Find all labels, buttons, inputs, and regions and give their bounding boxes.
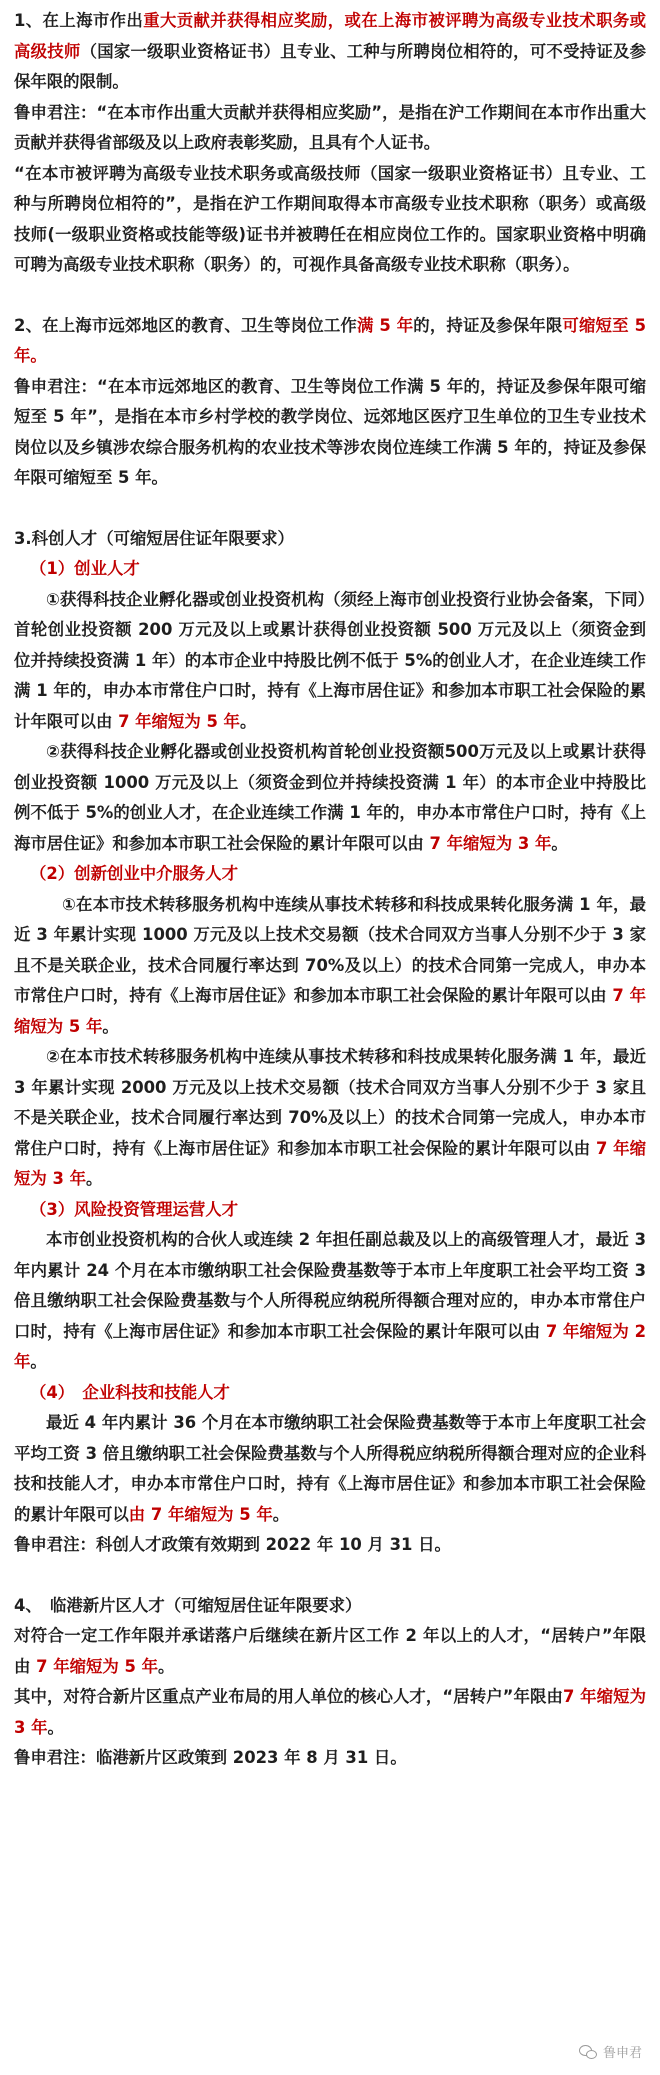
- section-3-note: 鲁申君注：科创人才政策有效期到 2022 年 10 月 31 日。: [14, 1535, 451, 1554]
- wechat-icon: [579, 2045, 597, 2059]
- highlight-text: 7 年缩短为 5 年: [36, 1656, 158, 1676]
- section-2-note: 鲁申君注：“在本市远郊地区的教育、卫生等岗位工作满 5 年的，持证及参保年限可缩短至 5 年”，是指在本市乡村学校的教学岗位、远郊地区医疗卫生单位的卫生专业技术岗位以及乡镇涉农综合服务机构的农业技术等涉农岗位连续工作满 5 年的，持证及参保年限可缩短至 5 年。: [14, 376, 646, 487]
- list-item: ②在本市技术转移服务机构中连续从事技术转移和科技成果转化服务满 1 年，最近 3 年累计实现 2000 万元及以上技术交易额（技术合同双方当事人分别不少于 3 家且不是关联企业，技术合同履行率达到 70%及以上）的技术合同第一完成人，申办本市常住户口时，持有《上海市居住证》和参加本市职工社会保险的累计年限可以由 7 年缩短为 3 年。: [14, 1047, 646, 1188]
- list-item: ②获得科技企业孵化器或创业投资机构首轮创业投资额500万元及以上或累计获得创业投资额 1000 万元及以上（须资金到位并持续投资满 1 年）的本市企业中持股比例不低于 5%的创业人才，在企业连续工作满 1 年的，申办本市常住户口时，持有《上海市居住证》和参加本市职工社会保险的累计年限可以由 7 年缩短为 3 年。: [14, 742, 646, 853]
- section-4-paragraph: 其中，对符合新片区重点产业布局的用人单位的核心人才，“居转户”年限由7 年缩短为 3 年。: [14, 1687, 646, 1737]
- section-3-title: 3.科创人才（可缩短居住证年限要求）: [14, 528, 294, 548]
- highlight-text: 7 年缩短为 5 年: [118, 711, 240, 731]
- highlight-text: 7 年缩短为 2 年: [14, 1321, 646, 1371]
- text-segment: 的，持证及参保年限: [413, 315, 563, 335]
- subsection-title: （2）创新创业中介服务人才: [30, 864, 239, 883]
- subsection-title: （1）创业人才: [30, 559, 140, 578]
- highlight-text: 7 年缩短为 5 年: [14, 986, 646, 1036]
- text-segment: 2、在上海市远郊地区的教育、卫生等岗位工作: [14, 315, 357, 335]
- list-item: 最近 4 年内累计 36 个月在本市缴纳职工社会保险费基数等于本市上年度职工社会平均工资 3 倍且缴纳职工社会保险费基数与个人所得税应纳税所得额合理对应的企业科技和技能人才，申办本市常住户口时，持有《上海市居住证》和参加本市职工社会保险的累计年限可以由 7 年缩短为 5 年。: [14, 1413, 646, 1524]
- section-4-title: 4、 临港新片区人才（可缩短居住证年限要求）: [14, 1595, 362, 1615]
- text-segment: （国家一级职业资格证书）且专业、工种与所聘岗位相符的，可不受持证及参保年限的限制。: [14, 41, 647, 91]
- highlight-text: 满 5 年: [356, 315, 414, 335]
- watermark-text: 鲁申君: [602, 2046, 642, 2061]
- subsection-title: （4） 企业科技和技能人才: [30, 1382, 230, 1402]
- section-4-paragraph: 对符合一定工作年限并承诺落户后继续在新片区工作 2 年以上的人才，“居转户”年限由 7 年缩短为 5 年。: [14, 1626, 646, 1676]
- highlight-text: 7 年缩短为 3 年: [14, 1687, 646, 1737]
- highlight-text: 7 年缩短为 3 年: [14, 1138, 646, 1188]
- section-1-note: 鲁申君注：“在本市作出重大贡献并获得相应奖励”，是指在沪工作期间在本市作出重大贡献并获得省部级及以上政府表彰奖励，且具有个人证书。: [14, 102, 646, 152]
- section-1-note-2: “在本市被评聘为高级专业技术职务或高级技师（国家一级职业资格证书）且专业、工种与所聘岗位相符的”，是指在沪工作期间取得本市高级专业技术职称（职务）或高级技师(一级职业资格或技能等级)证书并被聘任在相应岗位工作的。国家职业资格中明确可聘为高级专业技术职称（职务）的，可视作具备高级专业技术职称（职务）。: [14, 163, 646, 274]
- subsection-title: （3）风险投资管理运营人才: [30, 1199, 239, 1219]
- text-segment: 1、在上海市作出: [14, 11, 144, 30]
- watermark: [579, 2042, 642, 2061]
- highlight-text: 由 7 年缩短为 5 年: [128, 1504, 273, 1524]
- list-item: 本市创业投资机构的合伙人或连续 2 年担任副总裁及以上的高级管理人才，最近 3 年内累计 24 个月在本市缴纳职工社会保险费基数等于本市上年度职工社会平均工资 3 倍且缴纳职工社会保险费基数与个人所得税应纳税所得额合理对应的，申办本市常住户口时，持有《上海市居住证》和参加本市职工社会保险的累计年限可以由 7 年缩短为 2 年。: [14, 1230, 646, 1371]
- section-4-note: 鲁申君注：临港新片区政策到 2023 年 8 月 31 日。: [14, 1748, 407, 1767]
- section-2-paragraph: [14, 311, 646, 372]
- highlight-text: 可缩短至 5 年。: [14, 315, 646, 365]
- list-item: ①在本市技术转移服务机构中连续从事技术转移和科技成果转化服务满 1 年，最近 3 年累计实现 1000 万元及以上技术交易额（技术合同双方当事人分别不少于 3 家且不是关联企业，技术合同履行率达到 70%及以上）的技术合同第一完成人，申办本市常住户口时，持有《上海市居住证》和参加本市职工社会保险的累计年限可以由 7 年缩短为 5 年。: [14, 894, 646, 1036]
- highlight-text: 7 年缩短为 3 年: [429, 833, 552, 853]
- highlight-text: 重大贡献并获得相应奖励，或在上海市被评聘为高级专业技术职务或高级技师: [14, 11, 647, 61]
- section-1-paragraph: [14, 6, 646, 98]
- list-item: ①获得科技企业孵化器或创业投资机构（须经上海市创业投资行业协会备案，下同）首轮创业投资额 200 万元及以上或累计获得创业投资额 500 万元及以上（须资金到位并持续投资满 1 年）的本市企业中持股比例不低于 5%的创业人才，在企业连续工作满 1 年的，申办本市常住户口时，持有《上海市居住证》和参加本市职工社会保险的累计年限可以由 7 年缩短为 5 年。: [14, 589, 646, 731]
